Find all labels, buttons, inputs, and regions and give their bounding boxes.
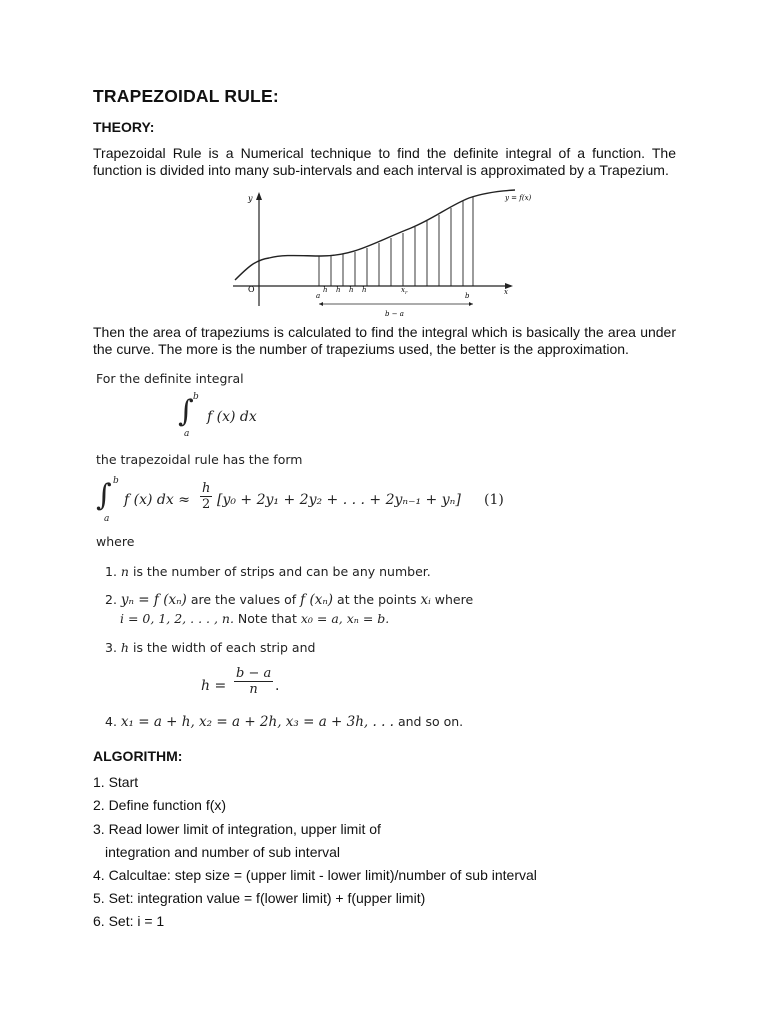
rule-fraction [200, 481, 212, 512]
list-item-4 [105, 714, 463, 730]
item2-xi: xᵢ [420, 592, 431, 608]
algorithm-step-1: 1. Start [93, 774, 139, 790]
item2-expr: yₙ = f (xₙ) [120, 592, 187, 608]
h-def-lhs: h = [201, 678, 227, 694]
item2-fx: f (xₙ) [300, 592, 334, 608]
h-def-fraction [234, 666, 273, 697]
item3-text: is the width of each strip and [132, 640, 316, 655]
a-label: a [316, 292, 321, 300]
rule-integral-sign: ∫ [96, 478, 112, 513]
algorithm-step-6: 6. Set: i = 1 [93, 913, 165, 929]
trapezoid-figure [225, 188, 545, 320]
h-label-2: h [336, 286, 341, 294]
list-item-2-line-2 [120, 611, 389, 626]
curve-label: y = f(x) [505, 194, 532, 202]
h-def-end: . [275, 678, 280, 694]
algorithm-step-3-cont: integration and number of sub interval [105, 844, 341, 860]
rule-frac-den: 2 [202, 497, 211, 512]
area-paragraph [93, 324, 676, 358]
origin-label: O [248, 285, 255, 294]
list-item-2 [105, 592, 473, 608]
area-line-1: Then the area of trapeziums is calculated to find the integral which is basically the area under [93, 324, 676, 340]
rule-formula [96, 478, 526, 526]
item3-number: 3. [105, 640, 117, 655]
area-line-2: the curve. The more is the number of trapeziums used, the better is the approximation. [93, 341, 629, 357]
algorithm-heading: ALGORITHM: [93, 748, 183, 764]
integral-upper: b [193, 392, 199, 402]
math-block [93, 366, 533, 736]
list-item-3 [105, 640, 315, 655]
item4-number: 4. [105, 714, 117, 729]
y-axis-arrow [256, 192, 262, 200]
x-label: x [504, 288, 508, 296]
item4-text: and so on. [397, 714, 464, 729]
xr-label: $x_r$ [401, 286, 408, 296]
integral-lower: a [184, 429, 190, 439]
item2-where: where [434, 592, 474, 607]
rule-frac-num: h [202, 481, 211, 496]
algorithm-step-5: 5. Set: integration value = f(lower limit) + f(upper limit) [93, 890, 426, 906]
algorithm-step-4: 4. Calcultae: step size = (upper limit - lower limit)/number of sub interval [93, 867, 537, 883]
item1-var: n [120, 564, 129, 579]
form-intro: the trapezoidal rule has the form [96, 452, 303, 467]
item2-mid: are the values of [190, 592, 297, 607]
h-label-1: h [323, 286, 328, 294]
integral-body: f (x) dx [207, 409, 257, 425]
algorithm-step-2: 2. Define function f(x) [93, 797, 227, 813]
item2-number: 2. [105, 592, 117, 607]
item3-var: h [120, 640, 129, 655]
span-label: b − a [385, 310, 404, 318]
item1-number: 1. [105, 564, 117, 579]
h-def-num: b − a [236, 666, 272, 681]
rule-lhs: f (x) dx ≈ [124, 492, 190, 508]
rule-upper: b [113, 476, 119, 486]
rule-rhs: [y₀ + 2y₁ + 2y₂ + . . . + 2yₙ₋₁ + yₙ] [217, 492, 461, 508]
h-def-den: n [249, 682, 258, 697]
equation-number: (1) [484, 492, 504, 508]
algorithm-step-3: 3. Read lower limit of integration, upper limit of [93, 821, 381, 837]
rule-lower: a [104, 514, 110, 524]
theory-heading: THEORY: [93, 119, 155, 135]
page-title: TRAPEZOIDAL RULE: [93, 86, 279, 106]
integral-intro: For the definite integral [96, 371, 244, 386]
item2-line2-note: Note that [237, 611, 297, 626]
theory-line-1: Trapezoidal Rule is a Numerical technique to find the definite integral of a function. The [93, 145, 676, 161]
item4-expr: x₁ = a + h, x₂ = a + 2h, x₃ = a + 3h, . . . [120, 714, 394, 730]
list-item-1 [105, 564, 431, 579]
integral-sign: ∫ [178, 394, 194, 429]
where-label: where [96, 534, 135, 549]
b-label: b [465, 292, 470, 300]
h-label-4: h [362, 286, 367, 294]
item2-line2-expr: i = 0, 1, 2, . . . , n. [120, 611, 234, 626]
theory-line-2: function is divided into many sub-intervals and each interval is approximated by a Trapezium. [93, 162, 669, 178]
item2-line2-eq: x₀ = a, xₙ = b. [300, 611, 390, 626]
h-label-3: h [349, 286, 354, 294]
item2-text: at the points [337, 592, 417, 607]
y-label: y [248, 194, 253, 203]
item1-text: is the number of strips and can be any number. [132, 564, 431, 579]
theory-paragraph [93, 145, 676, 179]
strip-lines [319, 197, 473, 286]
